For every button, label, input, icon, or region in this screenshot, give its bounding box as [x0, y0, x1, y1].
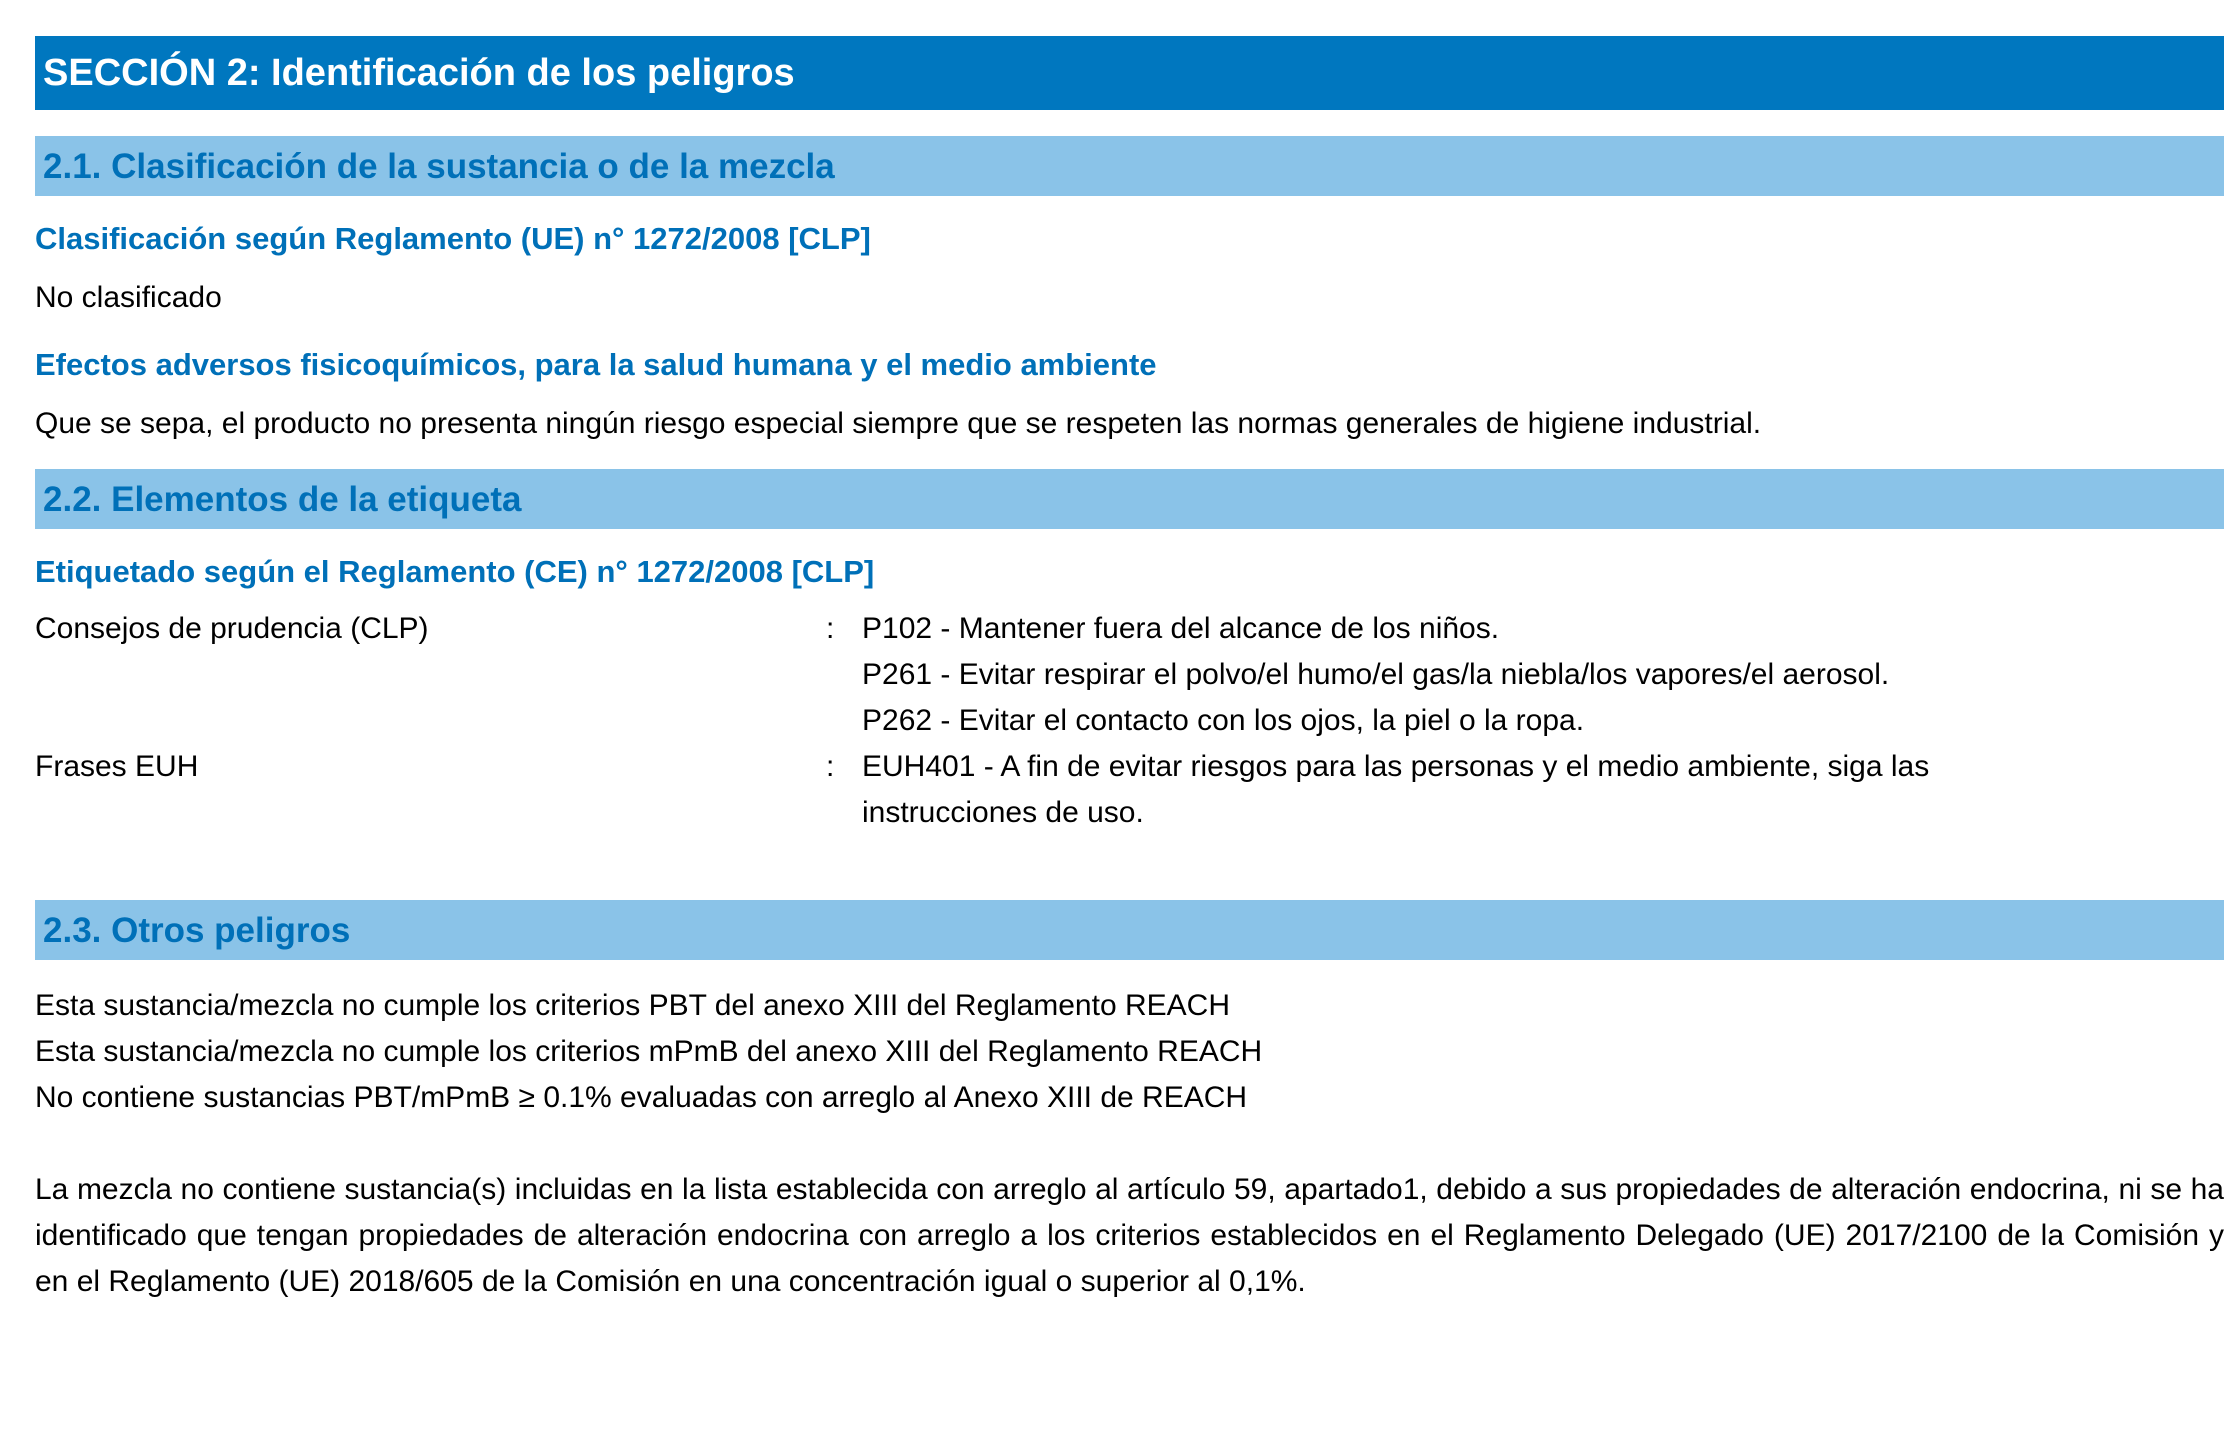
mpmb-statement: Esta sustancia/mezcla no cumple los criterios mPmB del anexo XIII del Reglamento REACH — [35, 1035, 1263, 1068]
subsection-2-2-title: 2.2. Elementos de la etiqueta — [35, 469, 2224, 529]
label-elements-table — [35, 606, 2224, 836]
section-title: SECCIÓN 2: Identificación de los peligros — [35, 36, 2224, 110]
row-label: Frases EUH — [35, 750, 199, 783]
endocrine-disruption-paragraph: La mezcla no contiene sustancia(s) incluidas en la lista establecida con arreglo al artículo 59, apartado1, debido a sus propiedades de alteración endocrina, ni se ha identificado que tengan propiedades de alteración endocrina con arreglo a los criterios establecidos en el Reglamento Delegado (UE) 2017/2100 de la Comisión y en el Reglamento (UE) 2018/605 de la Comisión en una concentración igual o superior al 0,1%. — [35, 1173, 2224, 1298]
labelling-heading: Etiquetado según el Reglamento (CE) n° 1272/2008 [CLP] — [35, 554, 875, 589]
row-colon: : — [826, 612, 835, 645]
statement-euh401-continued: instrucciones de uso. — [862, 796, 1144, 829]
row-colon: : — [826, 750, 835, 783]
adverse-effects-text: Que se sepa, el producto no presenta ningún riesgo especial siempre que se respeten las normas generales de higiene industrial. — [35, 407, 1762, 440]
row-values — [862, 744, 2224, 836]
euh-phrases-row — [35, 744, 2224, 836]
clp-classification-heading: Clasificación según Reglamento (UE) n° 1272/2008 [CLP] — [35, 221, 871, 256]
pbt-mpmb-content-statement: No contiene sustancias PBT/mPmB ≥ 0.1% evaluadas con arreglo al Anexo XIII de REACH — [35, 1081, 1248, 1114]
statement-p102: P102 - Mantener fuera del alcance de los niños. — [862, 612, 1500, 645]
precautionary-statements-row — [35, 606, 2224, 744]
subsection-2-3-title: 2.3. Otros peligros — [35, 900, 2224, 960]
subsection-2-1-title: 2.1. Clasificación de la sustancia o de la mezcla — [35, 136, 2224, 196]
row-label: Consejos de prudencia (CLP) — [35, 612, 429, 645]
statement-p262: P262 - Evitar el contacto con los ojos, la piel o la ropa. — [862, 704, 1585, 737]
pbt-statement: Esta sustancia/mezcla no cumple los criterios PBT del anexo XIII del Reglamento REACH — [35, 989, 1230, 1022]
row-values — [862, 606, 2224, 744]
clp-classification-value: No clasificado — [35, 281, 222, 314]
sds-section-2 — [35, 36, 2224, 1305]
other-hazards-list — [35, 983, 2224, 1121]
statement-p261: P261 - Evitar respirar el polvo/el humo/el gas/la niebla/los vapores/el aerosol. — [862, 658, 1890, 691]
statement-euh401: EUH401 - A fin de evitar riesgos para las personas y el medio ambiente, siga las — [862, 750, 1930, 783]
adverse-effects-heading: Efectos adversos fisicoquímicos, para la salud humana y el medio ambiente — [35, 347, 1157, 382]
